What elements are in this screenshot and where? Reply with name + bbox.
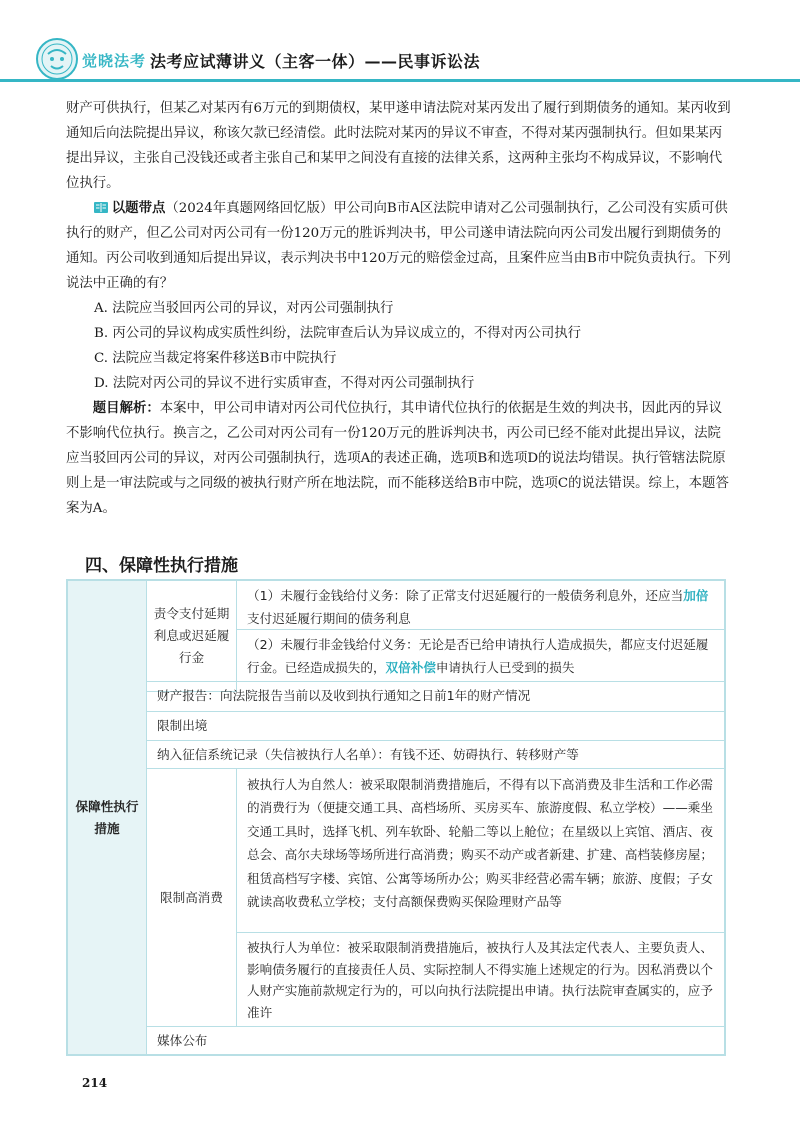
credit-record-row: 纳入征信系统记录（失信被执行人名单）：有钱不还、妨碍执行、转移财产等 (146, 740, 725, 769)
measures-table (66, 579, 726, 1056)
paragraph-continued: 财产可供执行，但某乙对某丙有6万元的到期债权，某甲遂申请法院对某丙发出了履行到期债务的通知。某丙收到通知后向法院提出异议，称该欠款已经清偿。此时法院对某丙的异议不审查，不得对某丙强制执行。但如果某丙提出异议，主张自己没钱还或者主张自己和某甲之间没有直接的法律关系，这两种主张均不构成异议，不影响代位执行。 (66, 101, 731, 191)
exit-ban-row: 限制出境 (146, 711, 725, 741)
high-consumption-natural-person: 被执行人为自然人：被采取限制消费措施后，不得有以下高消费及非生活和工作必需的消费行为（便捷交通工具、高档场所、买房买车、旅游度假、私立学校）——乘坐交通工具时，选择飞机、列车软卧、轮船二等以上舱位；在星级以上宾馆、酒店、夜总会、高尔夫球场等场所进行高消费；购买不动产或者新建、扩建、高档装修房屋；租赁高档写字楼、宾馆、公寓等场所办公；购买非经营必需车辆；旅游、度假；子女就读高收费私立学校；支付高额保费购买保险理财产品等 (236, 768, 725, 933)
section-title: 四、保障性执行措施 (85, 556, 238, 576)
question-text: （2024年真题网络回忆版）甲公司向B市A区法院申请对乙公司强制执行，乙公司没有实质可供执行的财产，但乙公司对丙公司有一份120万元的胜诉判决书，甲公司遂申请法院向丙公司发出履行到期债务的通知。丙公司收到通知后提出异议，表示判决书中120万元的赔偿金过高，且案件应当由B市中院负责执行。下列说法中正确的有？ (66, 201, 731, 291)
header-title: 法考应试薄讲义（主客一体）——民事诉讼法 (150, 52, 481, 71)
brand-logo-icon (34, 36, 80, 82)
brand-name: 觉晓法考 (82, 52, 147, 70)
delay-item-1-highlight: 加倍 (683, 588, 709, 603)
category-cell: 保障性执行措施 (67, 580, 147, 1055)
option-c: C. 法院应当裁定将案件移送B市中院执行 (94, 351, 337, 366)
question-label: 以题带点 (111, 200, 166, 216)
analysis-label: 题目解析： (92, 400, 160, 416)
option-b: B. 丙公司的异议构成实质性纠纷，法院审查后认为异议成立的，不得对丙公司执行 (94, 326, 582, 341)
media-publish-row: 媒体公布 (146, 1026, 725, 1055)
page-number: 214 (82, 1076, 108, 1090)
delay-item-2-highlight: 双倍补偿 (385, 659, 436, 675)
delay-label-cell: 责令支付延期利息或迟延履行金 (146, 580, 237, 692)
property-report-row: 财产报告：向法院报告当前以及收到执行通知之日前1年的财产情况 (146, 681, 725, 712)
option-d: D. 法院对丙公司的异议不进行实质审查，不得对丙公司强制执行 (94, 376, 475, 391)
analysis-paragraph (66, 396, 734, 521)
analysis-text: 本案中，甲公司申请对丙公司代位执行，其申请代位执行的依据是生效的判决书，因此丙的异议不影响代位执行。换言之，乙公司对丙公司有一份120万元的胜诉判决书，丙公司已经不能对此提出异议，法院应当驳回丙公司的异议，对丙公司强制执行，选项A的表述正确，选项B和选项D的说法均错误。执行管辖法院原则上是一审法院或与之同级的被执行财产所在地法院，而不能移送给B市中院，选项C的说法错误。综上，本题答案为A。 (66, 401, 729, 516)
high-consumption-label-cell: 限制高消费 (146, 768, 237, 1027)
delay-item-1-text-a: （1）未履行金钱给付义务：除了正常支付迟延履行的一般债务利息外，还应当 (247, 588, 684, 603)
page-header (0, 0, 800, 80)
high-consumption-entity: 被执行人为单位：被采取限制消费措施后，被执行人及其法定代表人、主要负责人、影响债务履行的直接责任人员、实际控制人不得实施上述规定的行为。因私消费以个人财产实施前款规定行为的，可以向执行法院提出申请。执行法院审查属实的，应予准许 (236, 932, 725, 1027)
delay-item-2-text-b: 申请执行人已受到的损失 (435, 659, 575, 675)
delay-item-1 (236, 580, 725, 630)
delay-item-1-text-b: 支付迟延履行期间的债务利息 (247, 610, 411, 626)
body-text (66, 96, 734, 521)
delay-item-2-text-a: （2）未履行非金钱给付义务：无论是否已给申请执行人造成损失，都应支付迟延履行金。已经造成损失的， (247, 637, 709, 675)
option-a: A. 法院应当驳回丙公司的异议，对丙公司强制执行 (94, 301, 394, 316)
header-rule (0, 79, 800, 82)
delay-item-2 (236, 629, 725, 682)
question-book-icon (93, 201, 109, 214)
question-paragraph (66, 196, 734, 296)
